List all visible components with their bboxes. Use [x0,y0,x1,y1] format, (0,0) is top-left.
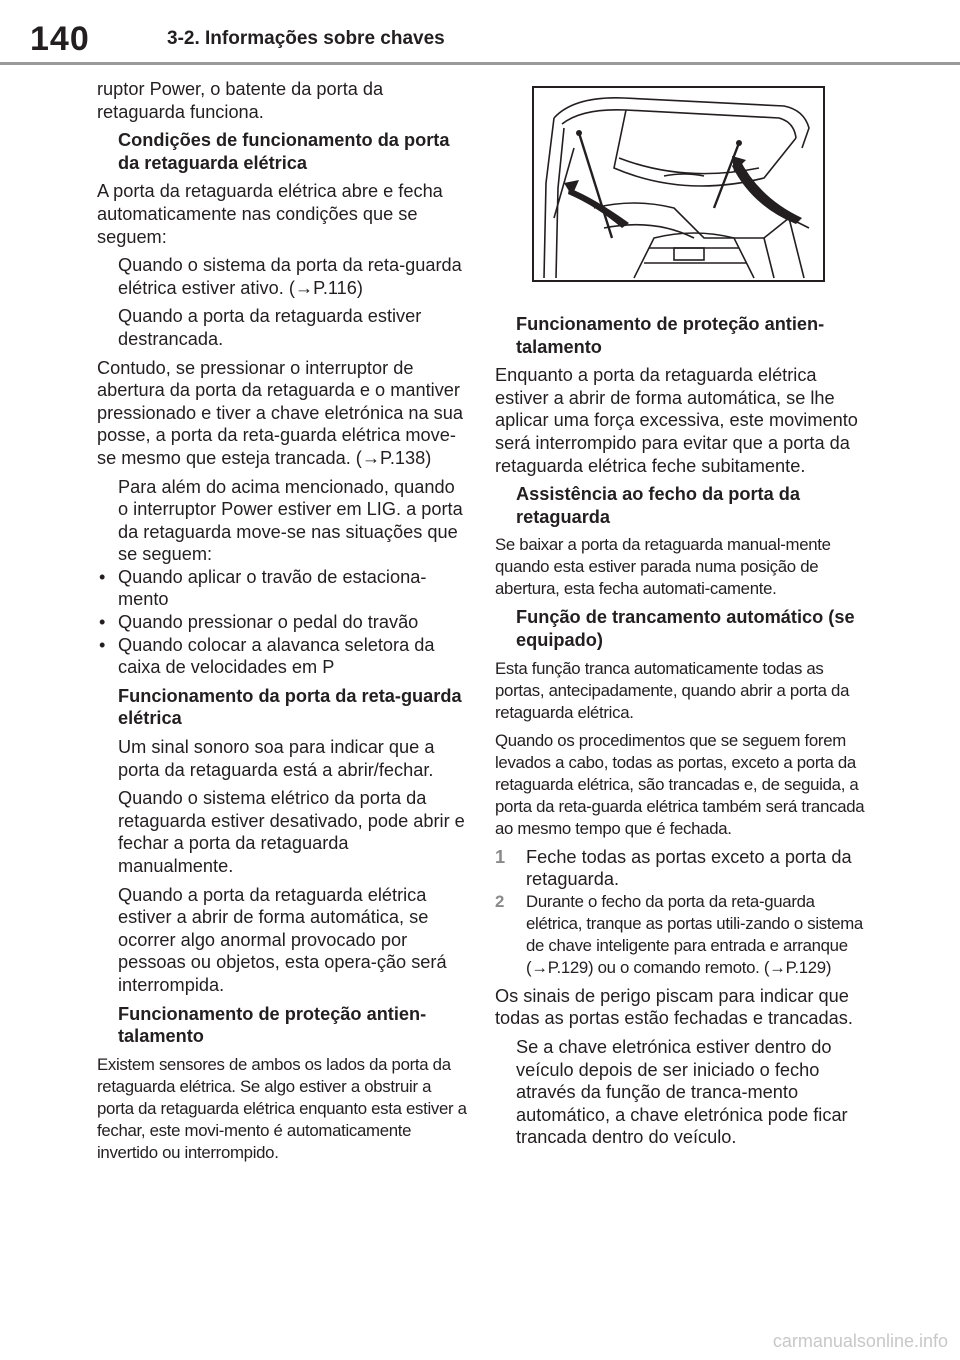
step-number: 1 [495,846,506,867]
section-title: 3-2. Informações sobre chaves [167,28,445,49]
tailgate-drawing [534,88,823,280]
bullet-marker: • [99,566,106,587]
paragraph: Esta função tranca automaticamente todas as portas, antecipadamente, quando abrir a porta da retaguarda elétrica. [495,658,850,722]
subheading: Funcionamento de proteção antien-talamento [118,1003,427,1047]
page-header [0,0,960,66]
bullet-marker: • [99,612,106,633]
bullet-text: Quando pressionar o pedal do travão [118,612,419,633]
bullet-marker: • [99,634,106,655]
paragraph: Existem sensores de ambos os lados da porta da retaguarda elétrica. Se algo estiver a obstruir a porta da retaguarda elétrica enquanto esta estiver a fechar, este movi-mento é automaticamente invertido ou interrompido. [97,1054,467,1162]
step-number: 2 [495,891,505,911]
page-number: 140 [30,20,90,58]
bullet-item [97,634,467,679]
bullet-item [97,566,467,611]
header-rule [0,62,960,65]
condition-item: Quando a porta da retaguarda estiver destrancada. [118,306,422,349]
paragraph: ruptor Power, o batente da porta da retaguarda funciona. [97,79,384,122]
paragraph: Se baixar a porta da retaguarda manual-mente quando esta estiver parada numa posição de abertura, esta fecha automati-camente. [495,535,831,599]
paragraph: Os sinais de perigo piscam para indicar que todas as portas estão fechadas e trancadas. [495,985,853,1029]
paragraph: Quando os procedimentos que se seguem forem levados a cabo, todas as portas, exceto a porta da retaguarda elétrica, são trancadas e, de seguida, a porta da reta-guarda elétrica também será trancada ao mesmo tempo que é fechada. [495,730,865,838]
paragraph: Se a chave eletrónica estiver dentro do veículo depois de ser iniciado o fecho através da função de tranca-mento automático, a chave eletrónica pode ficar trancada dentro do veículo. [516,1036,848,1148]
subheading: Funcionamento de proteção antien-talamento [516,314,825,357]
subheading: Condições de funcionamento da porta da retaguarda elétrica [118,130,450,173]
paragraph: Contudo, se pressionar o interruptor de abertura da porta da retaguarda e o mantiver pressionado e tiver a chave eletrónica na sua posse, a porta da reta-guarda elétrica move-se mesmo que esteja trancada. (→P.138) [97,357,463,468]
paragraph: Quando a porta da retaguarda elétrica estiver a abrir de forma automática, se ocorrer algo anormal provocado por pessoas ou objetos, esta opera-ção será interrompida. [118,884,447,995]
paragraph: Um sinal sonoro soa para indicar que a porta da retaguarda está a abrir/fechar. [118,737,435,780]
watermark-site: carmanualsonline.info [772,1331,948,1351]
tailgate-illustration [532,86,825,282]
left-column [97,78,467,1170]
paragraph: Enquanto a porta da retaguarda elétrica estiver a abrir de forma automática, se lhe aplicar uma força excessiva, este movimento será interrompido para evitar que a porta da retaguarda elétrica feche subitamente. [495,365,858,476]
subheading: Funcionamento da porta da reta-guarda elétrica [118,685,462,729]
right-column [495,313,865,1155]
bullet-text: Quando aplicar o travão de estaciona-mento [118,566,427,610]
subheading: Função de trancamento automático (se equipado) [516,607,855,650]
paragraph: Para além do acima mencionado, quando o interruptor Power estiver em LIG. a porta da retaguarda move-se nas situações que se seguem: [118,476,463,565]
subheading: Assistência ao fecho da porta da retaguarda [516,484,801,527]
paragraph: A porta da retaguarda elétrica abre e fecha automaticamente nas condições que se seguem: [97,181,443,247]
bullet-item [97,611,467,634]
bullet-text: Quando colocar a alavanca seletora da caixa de velocidades em P [118,634,435,678]
step-item [495,846,865,891]
condition-item: Quando o sistema da porta da reta-guarda elétrica estiver ativo. (→P.116) [118,255,462,298]
step-item [495,891,865,979]
paragraph: Quando o sistema elétrico da porta da retaguarda estiver desativado, pode abrir e fechar a porta da retaguarda manualmente. [118,788,465,876]
step-text: Durante o fecho da porta da reta-guarda elétrica, tranque as portas utili-zando o sistema de chave inteligente para entrada e arranque (→P.129) ou o comando remoto. (→P.129) [526,891,863,977]
step-text: Feche todas as portas exceto a porta da retaguarda. [526,846,852,890]
